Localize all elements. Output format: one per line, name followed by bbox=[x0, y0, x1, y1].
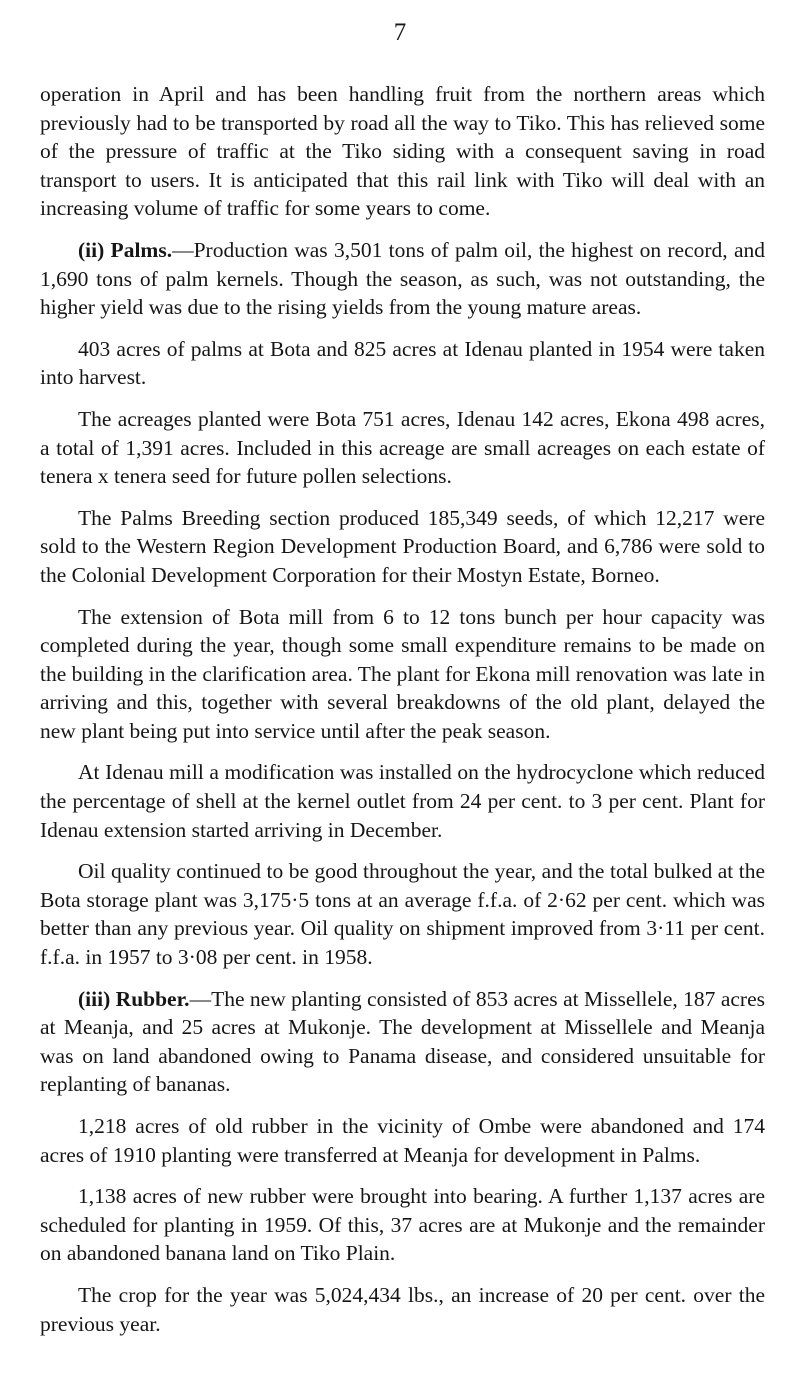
paragraph-text: —Production was 3,501 tons of palm oil, the highest on record, and 1,690 tons of palm kernels. Though the season, as such, was not outstanding, the higher yield was due to the rising yields from the young mature areas. bbox=[40, 237, 765, 320]
paragraph-text: The Palms Breeding section produced 185,349 seeds, of which 12,217 were sold to the Western Region Development Production Board, and 6,786 were sold to the Colonial Development Corporation for their Mostyn Estate, Borneo. bbox=[40, 505, 765, 587]
paragraph-new-rubber bbox=[40, 1182, 765, 1268]
paragraph-text: Oil quality continued to be good throughout the year, and the total bulked at the Bota storage plant was 3,175·5 tons at an average f.f.a. of 2·62 per cent. which was better than any previous year. Oil quality on shipment improved from 3·11 per cent. f.f.a. in 1957 to 3·08 per cent. in 1958. bbox=[40, 859, 765, 970]
paragraph-crop bbox=[40, 1281, 765, 1338]
paragraph-text: The acreages planted were Bota 751 acres, Idenau 142 acres, Ekona 498 acres, a total of 1,391 acres. Included in this acreage are small acreages on each estate of tenera x tenera seed for future pollen selections. bbox=[40, 406, 765, 489]
page-number: 7 bbox=[393, 19, 407, 46]
section-heading-palms: (ii) Palms. bbox=[78, 237, 173, 262]
paragraph-breeding bbox=[40, 504, 765, 590]
paragraph-text: 1,218 acres of old rubber in the vicinity of Ombe were abandoned and 174 acres of 1910 planting were transferred at Meanja for development in Palms. bbox=[40, 1114, 765, 1167]
paragraph-text: —The new planting consisted of 853 acres at Missellele, 187 acres at Meanja, and 25 acres at Mukonje. The development at Missellele and Meanja was on land abandoned owing to Panama disease, and considered unsuitable for replanting of bananas. bbox=[40, 986, 766, 1097]
paragraph-bota-mill bbox=[40, 603, 765, 746]
section-heading-rubber: (iii) Rubber. bbox=[78, 986, 190, 1011]
paragraph-acreages bbox=[40, 405, 765, 491]
paragraph-text: 403 acres of palms at Bota and 825 acres at Idenau planted in 1954 were taken into harvest. bbox=[40, 336, 765, 390]
paragraph-rail-link bbox=[40, 80, 765, 223]
paragraph-oil-quality bbox=[40, 857, 765, 971]
paragraph-harvest bbox=[40, 335, 765, 392]
paragraph-text: 1,138 acres of new rubber were brought into bearing. A further 1,137 acres are scheduled for planting in 1959. Of this, 37 acres are at Mukonje and the remainder on abandoned banana land on Tiko Plain. bbox=[40, 1184, 765, 1266]
paragraph-idenau-mill bbox=[40, 758, 765, 844]
paragraph-palms bbox=[40, 236, 765, 322]
paragraph-text: At Idenau mill a modification was installed on the hydrocyclone which reduced the percentage of shell at the kernel outlet from 24 per cent. to 3 per cent. Plant for Idenau extension started arriving in December. bbox=[40, 760, 765, 842]
text-column bbox=[40, 80, 765, 1351]
paragraph-rubber bbox=[40, 985, 765, 1099]
paragraph-old-rubber bbox=[40, 1112, 765, 1169]
paragraph-text: operation in April and has been handling fruit from the northern areas which previously had to be transported by road all the way to Tiko. This has relieved some of the pressure of traffic at the Tiko siding with a consequent saving in road transport to users. It is anticipated that this rail link with Tiko will deal with an increasing volume of traffic for some years to come. bbox=[40, 82, 765, 221]
paragraph-text: The crop for the year was 5,024,434 lbs., an increase of 20 per cent. over the previous year. bbox=[40, 1282, 765, 1336]
paragraph-text: The extension of Bota mill from 6 to 12 tons bunch per hour capacity was completed during the year, though some small expenditure remains to be made on the building in the clarification area. The plant for Ekona mill renovation was late in arriving and this, together with several breakdowns of the old plant, delayed the new plant being put into service until after the peak season. bbox=[40, 604, 765, 743]
